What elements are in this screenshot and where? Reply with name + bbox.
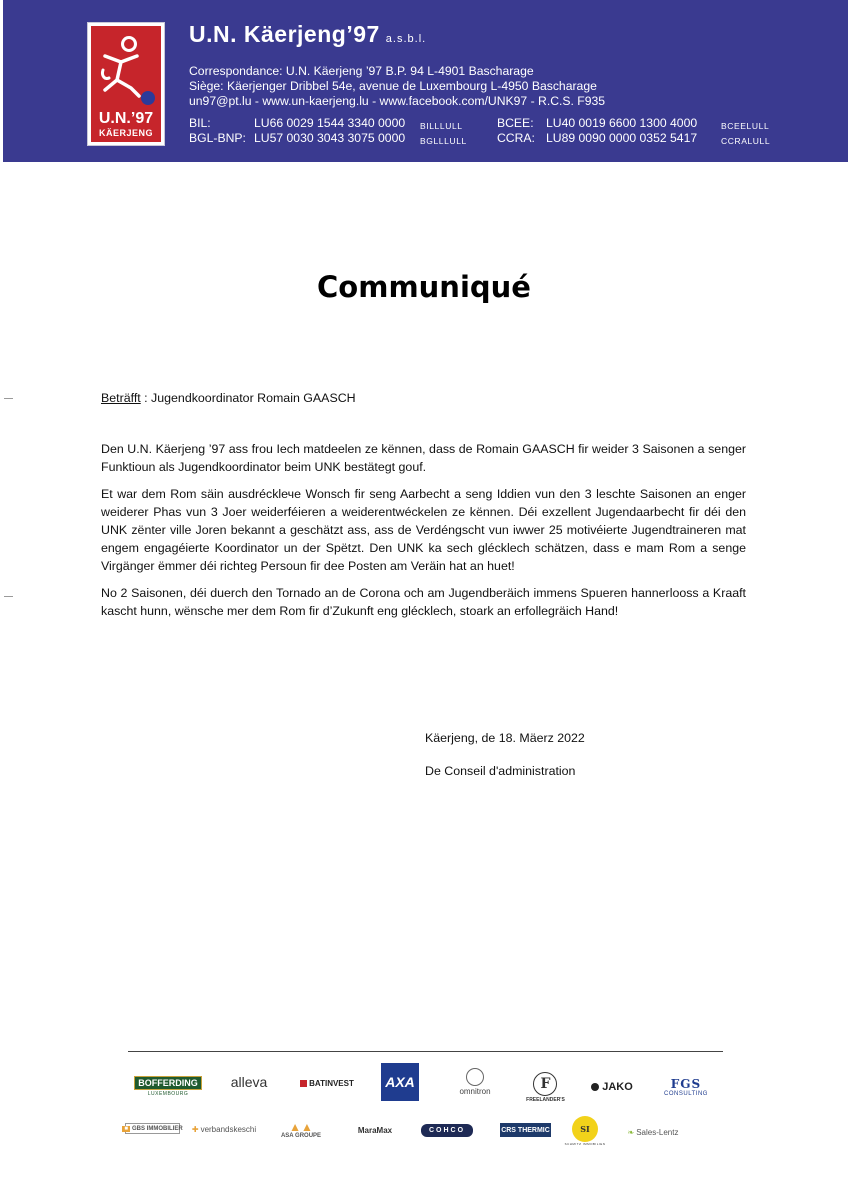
asa-roof-icon: ▲▲ (289, 1120, 313, 1134)
sponsor-name: GBS IMMOBILIER (131, 1125, 183, 1132)
sponsor-logo-freelanders (523, 1068, 568, 1106)
club-name-text: U.N. Käerjeng’97 (189, 21, 380, 47)
page-title: Communiqué (317, 270, 531, 304)
sponsor-name: omnitron (459, 1087, 491, 1096)
sponsor-logo-omnitron (455, 1063, 495, 1101)
bank-iban: LU66 0029 1544 3340 0000 (254, 116, 406, 130)
club-name (189, 21, 426, 48)
sponsor-name: CRS THERMIC (501, 1126, 550, 1134)
sponsor-logo-maramax (352, 1120, 398, 1140)
sponsor-logo-axa (381, 1063, 419, 1101)
body-paragraph: No 2 Saisonen, déi duerch den Tornado an de Corona och am Jugendberäich immens Spueren hannerlooss a Kraaft kascht hunn, wënsche mer dem Rom fir d’Zukunft eng glécklech, stoark an erfollegräich Hand! (101, 586, 746, 618)
batinvest-mark-icon (300, 1080, 307, 1087)
freelanders-f-icon: F (533, 1072, 557, 1096)
margin-marker (4, 596, 13, 597)
sponsor-name: JAKO (602, 1081, 633, 1093)
subject-text: : Jugendkoordinator Romain GAASCH (140, 391, 356, 405)
body-paragraph: Et war dem Rom säin ausdrécklече Wonsch fir seng Aarbecht a seng Iddien vun den 3 leschte Saisonen an enger weiderer Phas vun 3 Joer weiderféieren a weiderentwéckelen ze kënnen. Déi exzellent Jugendaarbecht fir déi den UNK zënter ville Joren bekannt a geschätzt ass, ass de Verdéngscht vun iwwer 25 motivéierte Jugendtraineren mat engem engagéierte Koordinator un der Spëtzt. Den UNK ka sech glécklech schätzen, dass e mam Rom a senge Virgänger ëmmer déi richteg Persoun fir dee Posten am Veräin hat an huet! (101, 487, 746, 573)
sponsor-logo-schmitz (564, 1114, 606, 1148)
bank-label: BIL: (189, 116, 211, 130)
bank-bic: BCEELULL (721, 121, 770, 131)
sponsor-logo-jako (586, 1078, 638, 1096)
letterhead-band (3, 0, 848, 162)
sponsor-logo-asa (272, 1118, 330, 1142)
sponsor-logo-gbs (124, 1123, 183, 1134)
gbs-mark-icon: ■ (124, 1125, 128, 1132)
sponsor-name: ASA GROUPE (280, 1133, 322, 1139)
bank-label: BCEE: (497, 116, 534, 130)
sponsor-name: alleva (230, 1074, 268, 1090)
club-logo-red-field (91, 26, 161, 142)
sponsor-sub: LUXEMBOURG (147, 1091, 189, 1097)
jako-mark-icon (591, 1083, 599, 1091)
bank-bic: BGLLLULL (420, 136, 467, 146)
sponsor-logo-verbandskeschi (191, 1120, 257, 1138)
sponsor-name: FGS (670, 1077, 702, 1091)
correspondence-address: Correspondance: U.N. Käerjeng ’97 B.P. 94 L-4901 Bascharage (189, 64, 534, 78)
logo-text-sub: KÄERJENG (98, 128, 153, 138)
sponsor-name: AXA (385, 1074, 415, 1090)
sales-lentz-leaf-icon: ❧ (627, 1127, 635, 1137)
sponsor-logo-fgs (662, 1073, 710, 1101)
sponsor-logo-crs (500, 1123, 551, 1137)
place-date: Käerjeng, de 18. Mäerz 2022 (425, 731, 585, 745)
margin-marker (4, 398, 13, 399)
signature-line: De Conseil d'administration (425, 764, 576, 778)
club-logo (87, 22, 165, 146)
sponsor-sub: CONSULTING (664, 1091, 708, 1097)
verbandskeschi-mark-icon: ✚ (191, 1124, 199, 1134)
omnitron-circle-icon (466, 1068, 484, 1086)
sponsor-logo-bofferding (138, 1072, 198, 1098)
sponsor-name: MaraMax (357, 1125, 393, 1135)
sponsor-divider (128, 1051, 723, 1052)
sponsor-name: COHCO (428, 1127, 466, 1134)
bank-bic: CCRALULL (721, 136, 771, 146)
sponsor-logo-batinvest (298, 1076, 356, 1090)
sponsor-logo-alleva (220, 1071, 278, 1093)
sponsor-logo-sales-lentz (618, 1124, 688, 1140)
bank-iban: LU40 0019 6600 1300 4000 (546, 116, 698, 130)
bank-label: BGL-BNP: (189, 131, 246, 145)
bank-iban: LU57 0030 3043 3075 0000 (254, 131, 406, 145)
sponsor-name: BATINVEST (309, 1078, 354, 1088)
sponsor-name: SI (572, 1116, 598, 1142)
bank-bic: BILLLULL (420, 121, 463, 131)
sponsor-name: verbandskeschi (200, 1124, 257, 1134)
subject-line (101, 389, 356, 407)
sponsor-logo-cohco (421, 1124, 473, 1137)
logo-text-main: U.N.’97 (98, 110, 154, 127)
player-figure-icon (91, 30, 161, 112)
club-name-suffix: a.s.b.l. (385, 33, 427, 45)
contact-line: un97@pt.lu - www.un-kaerjeng.lu - www.facebook.com/UNK97 - R.C.S. F935 (189, 94, 606, 108)
bank-iban: LU89 0090 0000 0352 5417 (546, 131, 698, 145)
subject-label: Beträfft (101, 391, 141, 405)
sponsor-name: BOFFERDING (134, 1076, 202, 1090)
sponsor-name: FREELANDER'S (526, 1096, 565, 1103)
body-paragraph: Den U.N. Käerjeng ’97 ass frou Iech matdeelen ze kënnen, dass de Romain GAASCH fir weider 3 Saisonen a senger Funktioun als Jugendkoordinator beim UNK bestätegt gouf. (101, 442, 746, 474)
sponsor-sub: SCHMITZ IMMOBILIEN (564, 1142, 606, 1146)
seat-address: Siège: Käerjenger Dribbel 54e, avenue de Luxembourg L-4950 Bascharage (189, 79, 597, 93)
sponsor-name: Sales-Lentz (636, 1127, 679, 1137)
bank-label: CCRA: (497, 131, 535, 145)
